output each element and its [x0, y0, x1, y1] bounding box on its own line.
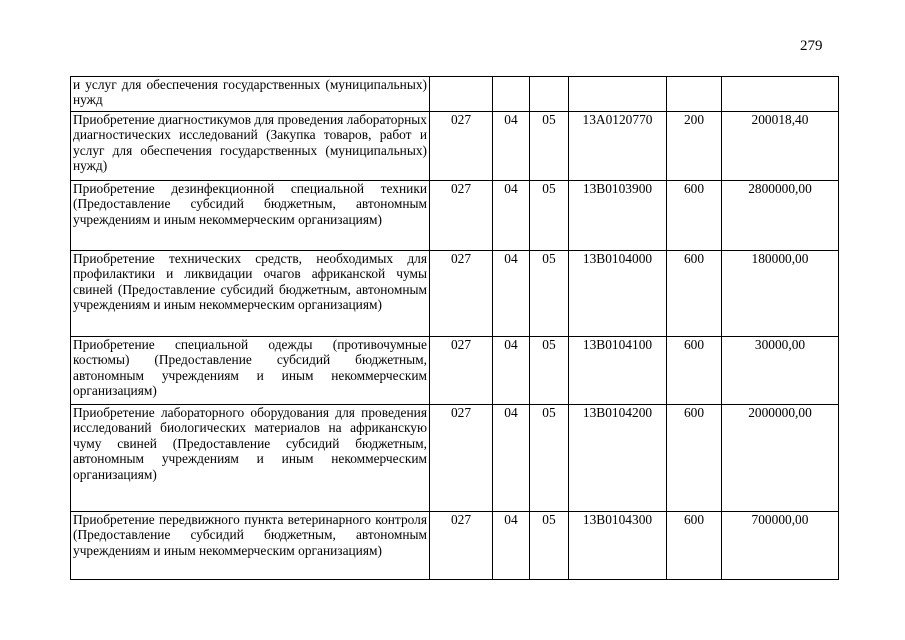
subsection-code [530, 77, 569, 112]
expense-type-code: 600 [667, 405, 722, 512]
amount: 200018,40 [722, 112, 839, 181]
amount: 2800000,00 [722, 181, 839, 251]
department-code: 027 [430, 251, 493, 337]
expense-description: Приобретение технических средств, необходимых для профилактики и ликвидации очагов африканской чумы свиней (Предоставление субсидий бюджетным, автономным учреждениям и иным некоммерческим организациям) [71, 251, 430, 337]
target-article-code: 13В0104100 [569, 337, 667, 405]
expense-type-code: 600 [667, 512, 722, 580]
expense-type-code [667, 77, 722, 112]
section-code: 04 [493, 337, 530, 405]
subsection-code: 05 [530, 112, 569, 181]
expense-description: и услуг для обеспечения государственных (муниципальных) нужд [71, 77, 430, 112]
department-code: 027 [430, 512, 493, 580]
department-code [430, 77, 493, 112]
section-code: 04 [493, 112, 530, 181]
amount: 180000,00 [722, 251, 839, 337]
expense-type-code: 600 [667, 181, 722, 251]
section-code [493, 77, 530, 112]
department-code: 027 [430, 112, 493, 181]
amount: 2000000,00 [722, 405, 839, 512]
target-article-code [569, 77, 667, 112]
expense-description: Приобретение диагностикумов для проведения лабораторных диагностических исследований (Закупка товаров, работ и услуг для обеспечения государственных (муниципальных) нужд) [71, 112, 430, 181]
expense-description: Приобретение передвижного пункта ветеринарного контроля (Предоставление субсидий бюджетным, автономным учреждениям и иным некоммерческим организациям) [71, 512, 430, 580]
section-code: 04 [493, 181, 530, 251]
table-row [71, 512, 839, 580]
section-code: 04 [493, 405, 530, 512]
table-row [71, 112, 839, 181]
subsection-code: 05 [530, 512, 569, 580]
expense-type-code: 600 [667, 251, 722, 337]
table-row [71, 337, 839, 405]
table-row [71, 181, 839, 251]
target-article-code: 13В0103900 [569, 181, 667, 251]
department-code: 027 [430, 405, 493, 512]
table-row [71, 405, 839, 512]
department-code: 027 [430, 181, 493, 251]
subsection-code: 05 [530, 405, 569, 512]
expense-type-code: 200 [667, 112, 722, 181]
subsection-code: 05 [530, 337, 569, 405]
expense-description: Приобретение специальной одежды (противочумные костюмы) (Предоставление субсидий бюджетным, автономным учреждениям и иным некоммерческим организациям) [71, 337, 430, 405]
expense-type-code: 600 [667, 337, 722, 405]
table-row [71, 251, 839, 337]
department-code: 027 [430, 337, 493, 405]
amount: 700000,00 [722, 512, 839, 580]
target-article-code: 13В0104300 [569, 512, 667, 580]
target-article-code: 13А0120770 [569, 112, 667, 181]
section-code: 04 [493, 251, 530, 337]
expense-description: Приобретение дезинфекционной специальной техники (Предоставление субсидий бюджетным, автономным учреждениям и иным некоммерческим организациям) [71, 181, 430, 251]
amount: 30000,00 [722, 337, 839, 405]
target-article-code: 13В0104200 [569, 405, 667, 512]
section-code: 04 [493, 512, 530, 580]
table-row [71, 77, 839, 112]
budget-table [70, 76, 839, 580]
amount [722, 77, 839, 112]
target-article-code: 13В0104000 [569, 251, 667, 337]
expense-description: Приобретение лабораторного оборудования для проведения исследований биологических материалов на африканскую чуму свиней (Предоставление субсидий бюджетным, автономным учреждениям и иным некоммерческим организациям) [71, 405, 430, 512]
subsection-code: 05 [530, 251, 569, 337]
subsection-code: 05 [530, 181, 569, 251]
page-number: 279 [800, 38, 823, 54]
